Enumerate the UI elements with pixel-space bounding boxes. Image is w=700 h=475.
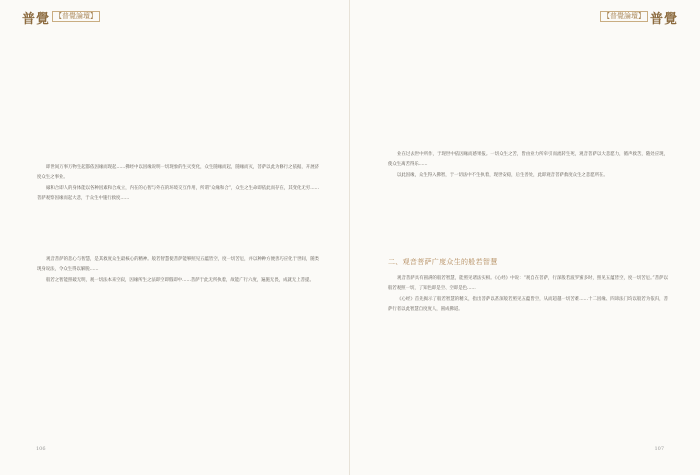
paragraph: 即世间万事万物生起都依因缘而现起……佛经中以因缘说明一切现象的生灭变化，众生随缘而起，随缘而灭，菩萨以此为修行之依据，开展济度众生之事业。 (37, 165, 319, 181)
body-text-upper (37, 163, 319, 205)
paragraph: 以此因缘，众生得入佛智，于一切法中不生执着，现世安稳，后生善处，此即观音菩萨救度众生之悲愿所在。 (397, 172, 608, 178)
body-text-upper (388, 150, 668, 181)
body-text-lower (37, 255, 319, 286)
body-text-lower (388, 274, 668, 316)
paragraph: 观音菩萨的悲心与智慧，是其救度众生最核心的精神。般若智慧使菩萨能够照见五蕴皆空，度一切苦厄，并以种种方便善巧应化于世间，随类现身说法，令众生得以解脱…… (37, 257, 319, 273)
paragraph: 《心经》首先揭示了般若智慧的精义，指出菩萨以甚深般若照见五蕴皆空，从而超越一切苦难……十二因缘、四谛法门均以般若为依归，菩萨行者以此智慧自度度人，圆成佛道。 (388, 296, 668, 313)
paragraph: 业在过去世中所作，于现世中依因缘而感果报。一切众生之苦，皆由业力所牵引而流转生死，观音菩萨以大悲愿力，循声救苦，随处应现，使众生离苦得乐…… (388, 152, 668, 168)
section-tag: 【普覺論壇】 (600, 11, 648, 22)
paragraph: 观音菩萨具有圆满的般若智慧，能照见诸法实相。《心经》中说：“观自在菩萨，行深般若波罗蜜多时，照见五蕴皆空，度一切苦厄。”菩萨以般若观照一切，了知色即是空、空即是色…… (388, 276, 668, 292)
brand-logo: 普覺 (649, 12, 678, 27)
right-page (350, 0, 700, 475)
page-number: 106 (36, 446, 46, 452)
brand-logo: 普覺 (22, 12, 51, 27)
page-number: 107 (654, 446, 664, 452)
section-heading: 二、观音菩萨广度众生的般若智慧 (388, 258, 498, 266)
paragraph: 縁和合即人的身体能以各种因素和合成立，内在的心智与外在的环境交互作用，所谓“众缘和合”，众生之生命即依此而存在，其变化无穷……菩萨观察因缘而起大悲，于众生中施行救度…… (37, 185, 319, 202)
section-tag: 【普覺論壇】 (52, 11, 100, 22)
paragraph: 般若之智能照破无明，观一切法本来空寂，因缘所生之法即空即假即中……菩萨于此无所执着，故能广行六度，遍施无畏，成就无上菩提。 (46, 277, 314, 283)
